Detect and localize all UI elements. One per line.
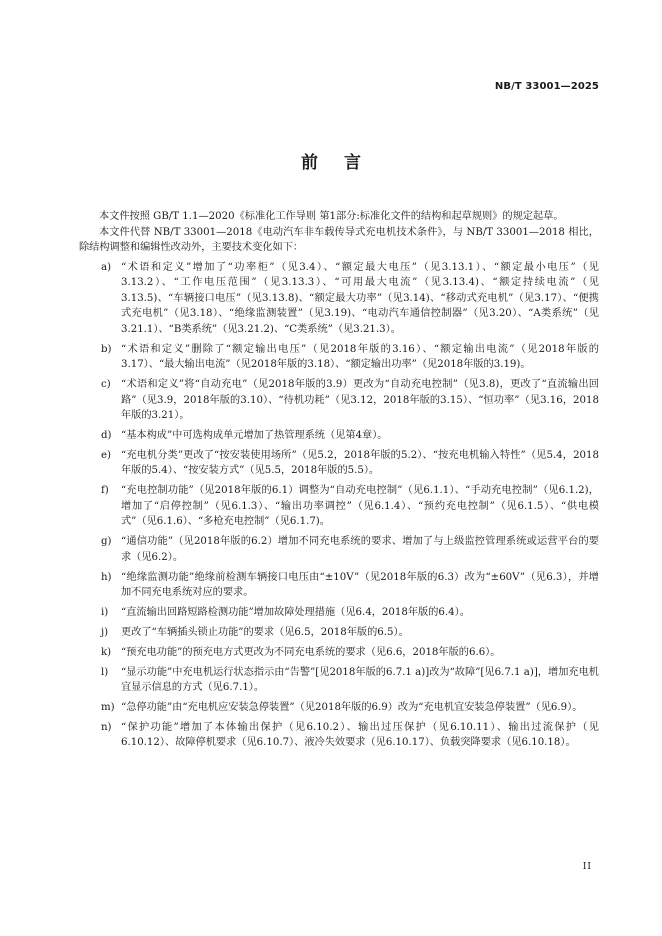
list-item [79, 448, 599, 479]
list-item-text: “术语和定义”将“自动充电”（见2018年版的3.9）更改为“自动充电控制”（见3.8)，更改了“直流输出回路”（见3.9，2018年版的3.10）、“待机功耗”（见3.12，2018年版的3.15）、“恒功率”（见3.16，2018年版的3.21）。 [121, 379, 599, 422]
list-item-text: “充电机分类”更改了“按安装使用场所”（见5.2，2018年版的5.2）、“按充电机输入特性”（见5.4，2018年版的5.4）、“按安装方式”（见5.5，2018年版的5.5）。 [121, 449, 599, 477]
list-item-text: “术语和定义”删除了“额定输出电压”（见2018年版的3.16）、“额定输出电流”（见2018年版的3.17）、“最大输出电流”（见2018年版的3.18）、“额定输出功率”（见2018年版的3.19)。 [121, 343, 599, 371]
list-item-text: “急停功能”由“充电机应安装急停装置”（见2018年版的6.9）改为“充电机宜安装急停装置”（见6.9）。 [121, 702, 583, 714]
list-item [79, 483, 599, 530]
list-item [79, 665, 599, 696]
list-item-text: “通信功能”（见2018年版的6.2）增加不同充电系统的要求、增加了与上级监控管理系统或运营平台的要求（见6.2）。 [121, 536, 599, 563]
list-item-text: “预充电功能”的预充电方式更改为不同充电系统的要求（见6.6，2018年版的6.6）。 [121, 646, 501, 658]
list-item-text: “充电控制功能”（见2018年版的6.1）调整为“自动充电控制”（见6.1.1）、“手动充电控制”（见6.1.2)，增加了“启停控制”（见6.1.3）、“输出功率调控”（见6.1.4）、“预约充电控制”（见6.1.5）、“供电模式”（见6.1.6）、“多枪充电控制”（见6.1.7)。 [121, 485, 599, 528]
list-item [79, 720, 599, 751]
list-item-text: “基本构成”中可选构成单元增加了热管理系统（见第4章）。 [121, 430, 388, 442]
list-marker: b) [101, 343, 112, 355]
list-item [79, 625, 599, 641]
list-item [79, 428, 599, 444]
list-marker: c) [101, 379, 111, 391]
list-item [79, 342, 599, 373]
list-item [79, 645, 599, 661]
foreword-body [79, 209, 599, 751]
list-marker: d) [101, 430, 112, 442]
list-marker: k) [101, 646, 112, 658]
list-marker: e) [101, 449, 112, 461]
list-marker: a) [101, 261, 112, 273]
list-item-text: “保护功能”增加了本体输出保护（见6.10.2）、输出过压保护（见6.10.11）、输出过流保护（见6.10.12）、故障停机要求（见6.10.7）、液冷失效要求（见6.10.17）、负载突降要求（见6.10.18）。 [121, 721, 599, 749]
intro-paragraph-1: 本文件按照 GB/T 1.1—2020《标准化工作导则 第1部分:标准化文件的结构和起草规则》的规定起草。 [99, 211, 564, 222]
list-item [79, 260, 599, 338]
list-item-text: 更改了“车辆插头锁止功能”的要求（见6.5，2018年版的6.5）。 [121, 626, 409, 638]
list-item-text: “直流输出回路短路检测功能”增加故障处理措施（见6.4，2018年版的6.4）。 [121, 607, 470, 619]
standard-number: NB/T 33001—2025 [494, 81, 599, 92]
list-marker: j) [101, 626, 109, 638]
list-item [79, 534, 599, 565]
list-item-text: “术语和定义”增加了“功率柜”（见3.4）、“额定最大电压”（见3.13.1）、“额定最小电压”（见3.13.2）、“工作电压范围”（见3.13.3）、“可用最大电流”（见3.13.4)、“额定持续电流”（见3.13.5)、“车辆接口电压”（见3.13.8)、“额定最大功率”（见3.14)、“移动式充电机”（见3.17）、“便携式充电机”（见3.18）、“绝缘监测装置”（见3.19)、“电动汽车通信控制器”（见3.20）、“A类系统”（见3.21.1）、“B类系统”（见3.21.2)、“C类系统”（见3.21.3）。 [121, 261, 599, 335]
list-item [79, 700, 599, 716]
list-marker: f) [101, 485, 109, 497]
changes-list [79, 260, 599, 751]
list-marker: l) [101, 666, 109, 678]
list-marker: m) [101, 702, 115, 714]
list-marker: n) [101, 721, 112, 733]
intro-paragraph-2: 本文件代替 NB/T 33001—2018《电动汽车非车载传导式充电机技术条件》，与 NB/T 33001—2018 相比，除结构调整和编辑性改动外，主要技术变化如下： [79, 226, 599, 253]
list-marker: h) [101, 571, 112, 583]
list-item [79, 570, 599, 601]
list-marker: i) [101, 607, 109, 619]
list-marker: g) [101, 536, 112, 548]
list-item-text: “显示功能”中充电机运行状态指示由“告警”[见2018年版的6.7.1 a)]改为“故障”[见6.7.1 a)]，增加充电机宜显示信息的方式（见6.7.1）。 [121, 666, 599, 694]
page-title: 前言 [301, 153, 387, 173]
list-item [79, 605, 599, 621]
page-number: II [582, 862, 592, 872]
list-item [79, 377, 599, 424]
list-item-text: “绝缘监测功能”绝缘前检测车辆接口电压由“±10V”（见2018年版的6.3）改为“±60V”（见6.3），并增加不同充电系统对应的要求。 [121, 571, 599, 599]
